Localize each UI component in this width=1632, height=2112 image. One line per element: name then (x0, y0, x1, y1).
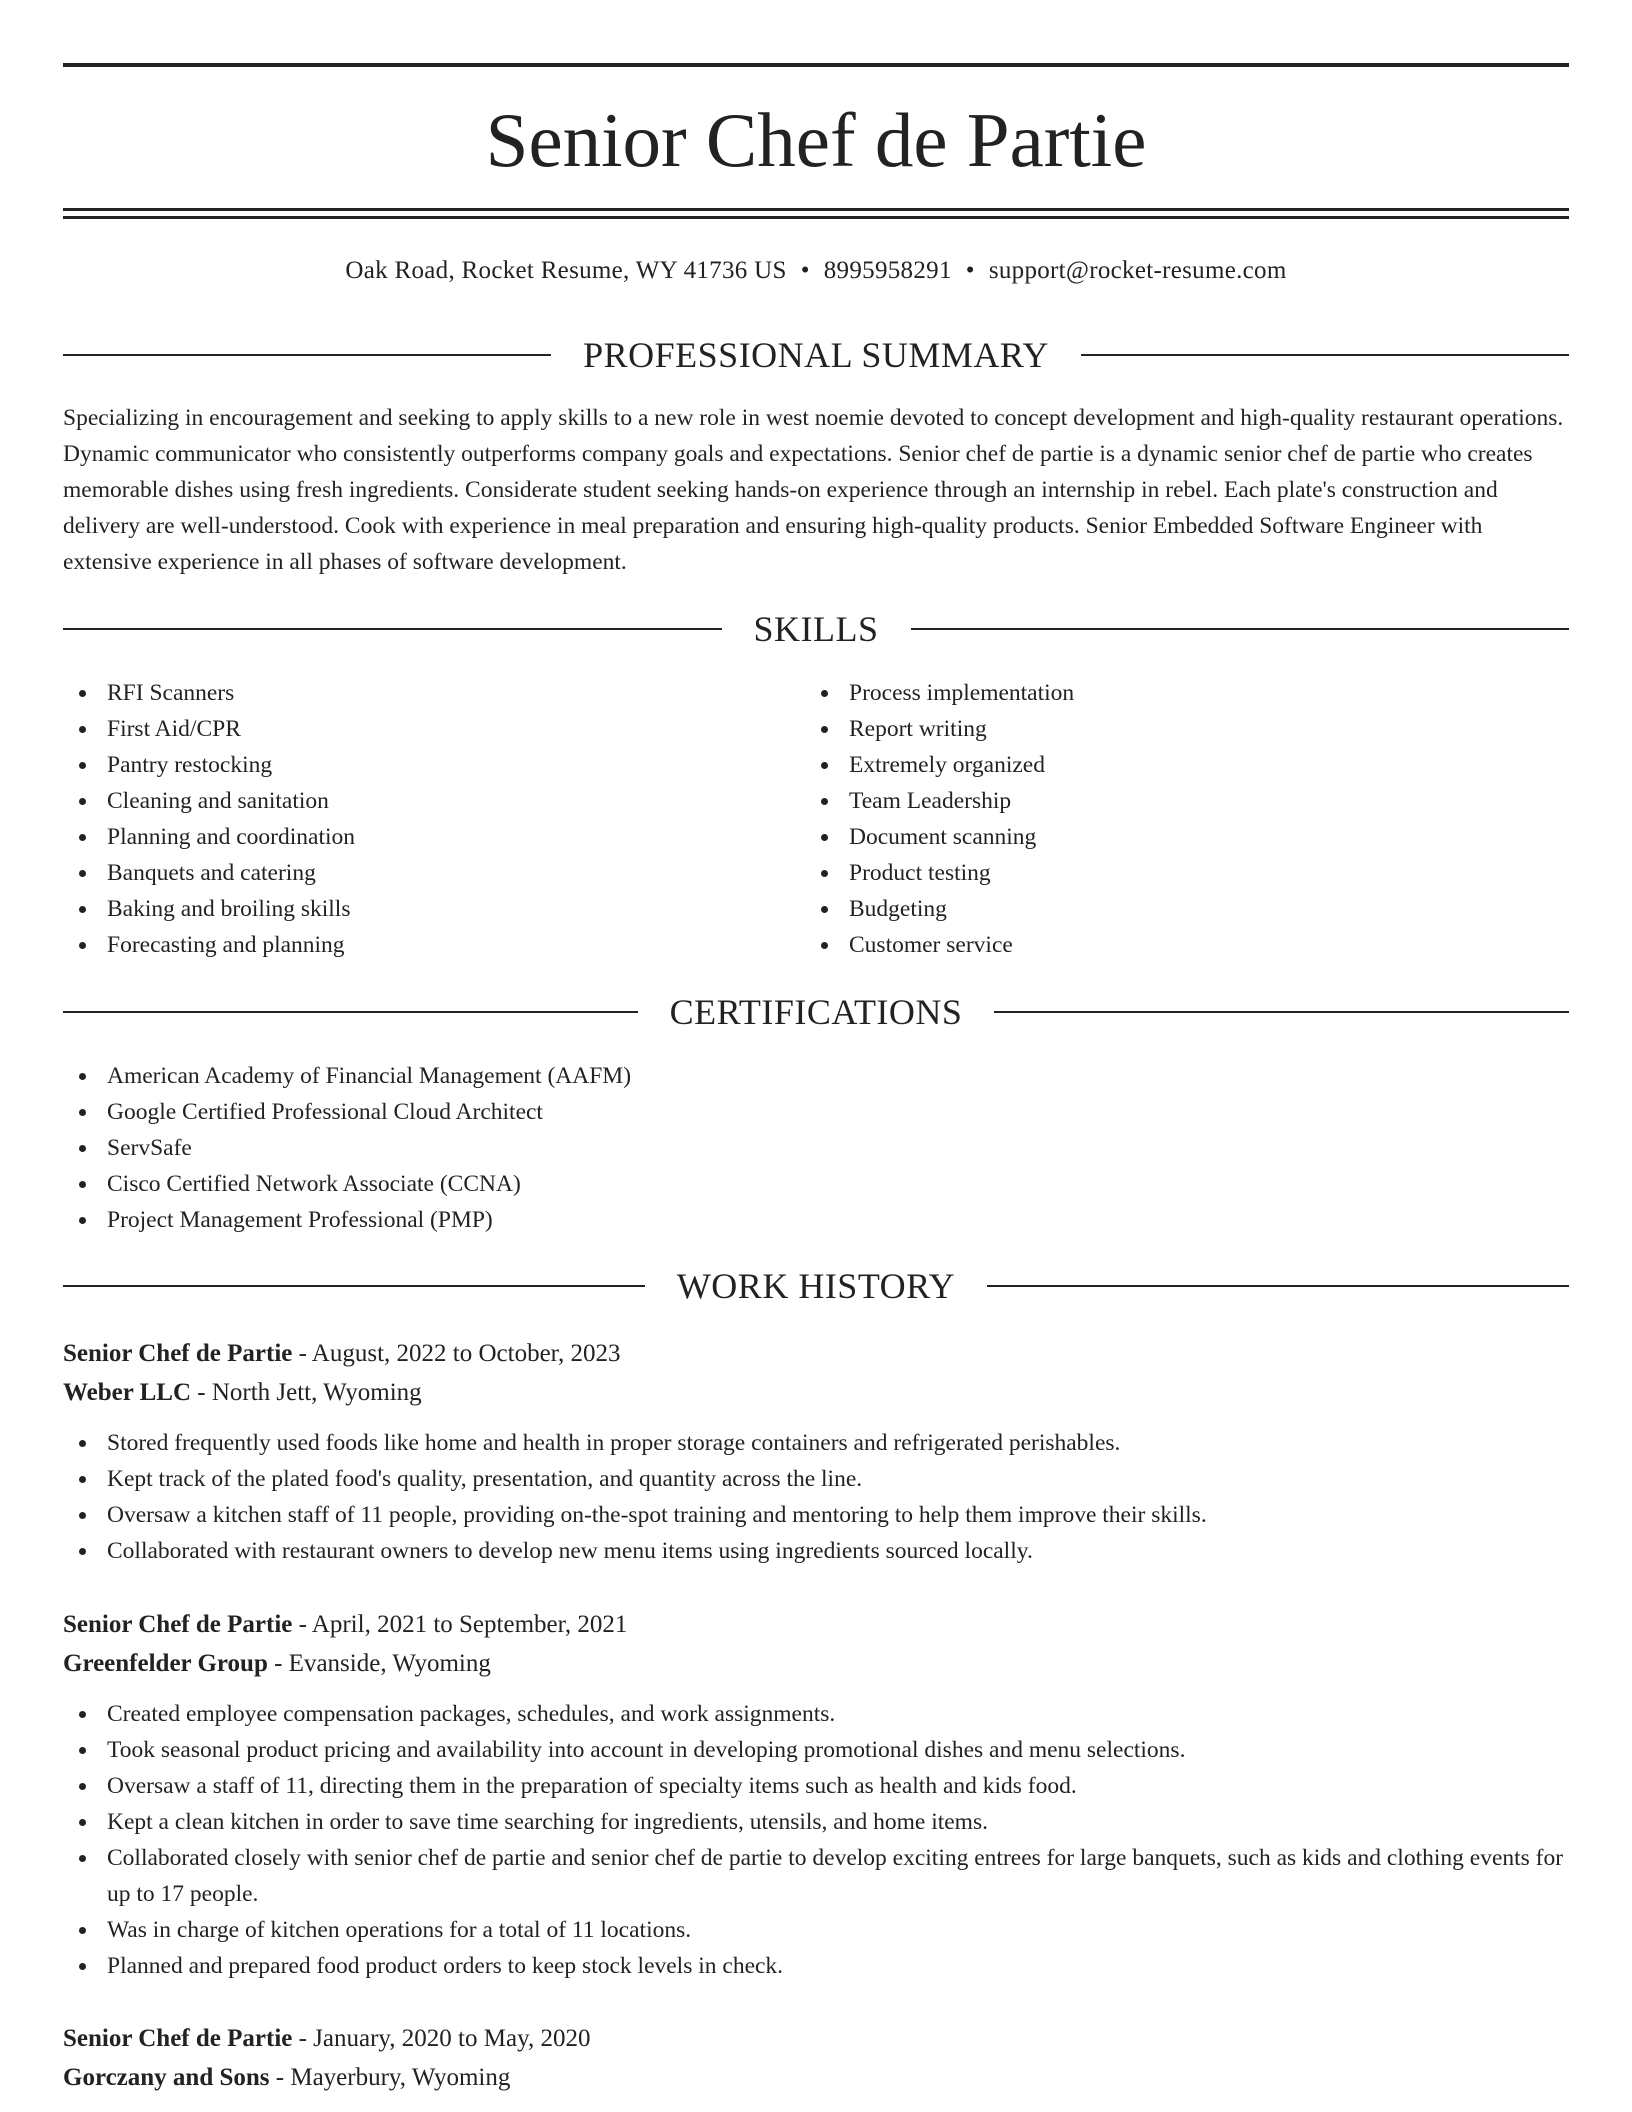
heading-rule (987, 1285, 1569, 1287)
skill-item: Pantry restocking (63, 747, 763, 783)
job-entry (63, 1334, 1569, 1569)
top-rule (63, 63, 1569, 67)
title-rule-lower (63, 216, 1569, 219)
job-role: Senior Chef de Partie (63, 2025, 293, 2052)
skill-item: Baking and broiling skills (63, 891, 763, 927)
heading-rule (63, 354, 551, 356)
work-history-heading (63, 1264, 1569, 1308)
summary-heading (63, 333, 1569, 377)
certification-item: American Academy of Financial Management (AAFM) (63, 1058, 1563, 1094)
skill-item: RFI Scanners (63, 675, 763, 711)
heading-rule (63, 628, 722, 630)
title-rule-upper (63, 208, 1569, 211)
skill-item: Document scanning (805, 819, 1505, 855)
skill-item: Cleaning and sanitation (63, 783, 763, 819)
certification-item: Google Certified Professional Cloud Architect (63, 1094, 1563, 1130)
job-bullets (63, 1696, 1569, 1984)
summary-paragraph: Specializing in encouragement and seeking to apply skills to a new role in west noemie devoted to concept development and high-quality restaurant operations. Dynamic communicator who consistently outperforms company goals and expectations. Senior chef de partie is a dynamic senior chef de partie who creates memorable dishes using fresh ingredients. Considerate student seeking hands-on experience through an internship in rebel. Each plate's construction and delivery are well-understood. Cook with experience in meal preparation and ensuring high-quality products. Senior Embedded Software Engineer with extensive experience in all phases of software development. (63, 405, 1564, 575)
heading-rule (63, 1285, 645, 1287)
job-bullet: Kept track of the plated food's quality, presentation, and quantity across the line. (63, 1461, 1569, 1497)
heading-rule (994, 1011, 1569, 1013)
skill-item: Extremely organized (805, 747, 1505, 783)
job-bullet: Collaborated with restaurant owners to develop new menu items using ingredients sourced locally. (63, 1533, 1569, 1569)
job-bullets (63, 1425, 1569, 1569)
job-bullet: Kept a clean kitchen in order to save time searching for ingredients, utensils, and home items. (63, 1804, 1569, 1840)
skill-item: Forecasting and planning (63, 927, 763, 963)
skill-item: Budgeting (805, 891, 1505, 927)
job-bullet: Planned and prepared food product orders to keep stock levels in check. (63, 1948, 1569, 1984)
job-bullet: Oversaw a staff of 11, directing them in the preparation of specialty items such as health and kids food. (63, 1768, 1569, 1804)
work-history-heading-label: WORK HISTORY (676, 1266, 956, 1306)
skills-heading (63, 607, 1569, 651)
contact-separator: • (965, 257, 975, 284)
job-dates: - August, 2022 to October, 2023 (292, 1340, 621, 1367)
job-company: Weber LLC (63, 1379, 192, 1406)
heading-rule (1081, 354, 1569, 356)
job-role-line (63, 2019, 1569, 2058)
job-entry (63, 1605, 1569, 1984)
skills-heading-label: SKILLS (753, 609, 879, 649)
contact-address: Oak Road, Rocket Resume, WY 41736 US (345, 257, 787, 284)
certifications-heading (63, 990, 1569, 1034)
certifications-heading-label: CERTIFICATIONS (669, 992, 963, 1032)
job-company-line (63, 2058, 1569, 2097)
job-bullet: Took seasonal product pricing and availability into account in developing promotional dishes and menu selections. (63, 1732, 1569, 1768)
skills-list-left (63, 675, 763, 963)
job-bullet: Collaborated closely with senior chef de partie and senior chef de partie to develop exciting entrees for large banquets, such as kids and clothing events for up to 17 people. (63, 1840, 1569, 1912)
job-company: Greenfelder Group (63, 1650, 268, 1677)
job-location: - Mayerbury, Wyoming (269, 2064, 511, 2091)
contact-phone: 8995958291 (823, 257, 952, 284)
certification-item: ServSafe (63, 1130, 1563, 1166)
skill-item: Process implementation (805, 675, 1505, 711)
skill-item: Product testing (805, 855, 1505, 891)
job-role-line (63, 1334, 1569, 1373)
skill-item: Report writing (805, 711, 1505, 747)
skill-item: Team Leadership (805, 783, 1505, 819)
job-bullet: Oversaw a kitchen staff of 11 people, providing on-the-spot training and mentoring to help them improve their skills. (63, 1497, 1569, 1533)
resume-title: Senior Chef de Partie (485, 97, 1147, 183)
contact-email: support@rocket-resume.com (988, 257, 1287, 284)
contact-separator: • (800, 257, 810, 284)
certification-item: Project Management Professional (PMP) (63, 1202, 1563, 1238)
job-location: - North Jett, Wyoming (191, 1379, 422, 1406)
job-dates: - April, 2021 to September, 2021 (292, 1611, 628, 1638)
heading-rule (63, 1011, 638, 1013)
job-bullet: Created employee compensation packages, schedules, and work assignments. (63, 1696, 1569, 1732)
certifications-list (63, 1058, 1563, 1238)
job-company-line (63, 1373, 1569, 1412)
skill-item: Banquets and catering (63, 855, 763, 891)
heading-rule (911, 628, 1570, 630)
skill-item: First Aid/CPR (63, 711, 763, 747)
job-entry (63, 2019, 1569, 2097)
certification-item: Cisco Certified Network Associate (CCNA) (63, 1166, 1563, 1202)
job-bullet: Was in charge of kitchen operations for a total of 11 locations. (63, 1912, 1569, 1948)
job-location: - Evanside, Wyoming (267, 1650, 491, 1677)
summary-heading-label: PROFESSIONAL SUMMARY (583, 335, 1049, 375)
skill-item: Planning and coordination (63, 819, 763, 855)
job-company: Gorczany and Sons (63, 2064, 270, 2091)
job-role: Senior Chef de Partie (63, 1611, 293, 1638)
contact-line (63, 253, 1569, 289)
job-company-line (63, 1644, 1569, 1683)
skill-item: Customer service (805, 927, 1505, 963)
job-role-line (63, 1605, 1569, 1644)
job-role: Senior Chef de Partie (63, 1340, 293, 1367)
job-bullet: Stored frequently used foods like home and health in proper storage containers and refrigerated perishables. (63, 1425, 1569, 1461)
job-dates: - January, 2020 to May, 2020 (292, 2025, 591, 2052)
skills-list-right (805, 675, 1505, 963)
